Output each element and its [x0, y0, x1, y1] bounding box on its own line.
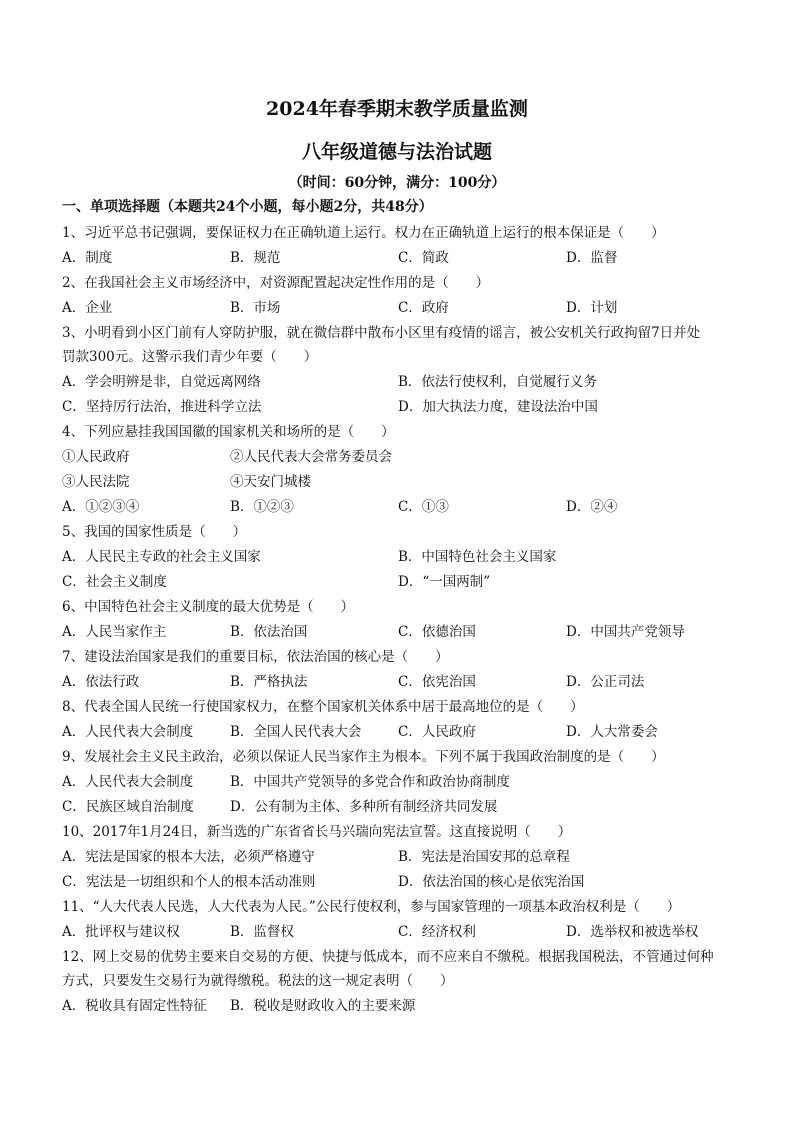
option-b: B．依法行使权利，自觉履行义务 [398, 374, 597, 390]
option-c: C．经济权利 [398, 924, 476, 940]
option-d: D．公正司法 [566, 674, 645, 690]
option-a: A．税收具有固定性特征 [62, 998, 207, 1014]
item-2: ②人民代表大会常务委员会 [230, 449, 392, 465]
item-1: ①人民政府 [62, 449, 130, 465]
question-stem: 8、代表全国人民统一行使国家权力，在整个国家机关体系中居于最高地位的是（ ） [62, 699, 584, 715]
exam-title: 2024年春季期末教学质量监测 [266, 98, 528, 120]
options-row [62, 720, 742, 745]
items-row [62, 445, 742, 470]
option-a: A．学会明辨是非，自觉远离网络 [62, 374, 261, 390]
question-stem: 10、2017年1月24日，新当选的广东省省长马兴瑞向宪法宣誓。这直接说明（ ） [62, 824, 572, 840]
option-d: D．监督 [566, 250, 618, 266]
options-row [62, 296, 742, 321]
exam-meta: （时间：60分钟，满分：100分） [288, 175, 506, 191]
options-row [62, 395, 742, 420]
question-stem: 9、发展社会主义民主政治，必须以保证人民当家作主为根本。下列不属于我国政治制度的是（ ） [62, 749, 665, 765]
option-a: A．人民当家作主 [62, 624, 167, 640]
options-row [62, 495, 742, 520]
option-c: C．简政 [398, 250, 449, 266]
question-stem-cont: 方式，只要发生交易行为就得缴税。税法的这一规定表明（ ） [62, 973, 454, 989]
option-c: C．①③ [398, 499, 449, 515]
option-b: B．严格执法 [230, 674, 308, 690]
option-c: C．宪法是一切组织和个人的根本活动准则 [62, 874, 316, 890]
options-row [62, 545, 742, 570]
option-d: D．加大执法力度，建设法治中国 [398, 399, 598, 415]
question-stem: 5、我国的国家性质是（ ） [62, 524, 247, 540]
option-a: A．人民代表大会制度 [62, 774, 194, 790]
option-a: A．企业 [62, 300, 113, 316]
question-stem: 1、习近平总书记强调，要保证权力在正确轨道上运行。权力在正确轨道上运行的根本保证是（ ） [62, 225, 665, 241]
option-b: B．全国人民代表大会 [230, 724, 362, 740]
section-heading: 一、单项选择题（本题共24个小题，每小题2分，共48分） [62, 199, 433, 215]
options-row [62, 670, 742, 695]
option-d: D．②④ [566, 499, 618, 515]
question-stem: 4、下列应悬挂我国国徽的国家机关和场所的是（ ） [62, 424, 395, 440]
option-b: B．税收是财政收入的主要来源 [230, 998, 416, 1014]
option-b: B．中国特色社会主义国家 [398, 549, 557, 565]
question-stem: 7、建设法治国家是我们的重要目标，依法治国的核心是（ ） [62, 649, 449, 665]
question-stem: 3、小明看到小区门前有人穿防护服，就在微信群中散布小区里有疫情的谣言，被公安机关行政拘留7日并处 [62, 325, 701, 341]
question-stem: 11、“人大代表人民选，人大代表为人民。”公民行使权利，参与国家管理的一项基本政治权利是（ ） [62, 899, 681, 915]
option-d: D．选举权和被选举权 [566, 924, 699, 940]
option-a: A．人民代表大会制度 [62, 724, 194, 740]
options-row [62, 770, 742, 795]
option-a: A．批评权与建议权 [62, 924, 180, 940]
question-stem-cont: 罚款300元。这警示我们青少年要（ ） [62, 349, 318, 365]
item-4: ④天安门城楼 [230, 474, 311, 490]
option-a: A．人民民主专政的社会主义国家 [62, 549, 261, 565]
options-row [62, 845, 742, 870]
option-b: B．依法治国 [230, 624, 308, 640]
question-stem: 2、在我国社会主义市场经济中，对资源配置起决定性作用的是（ ） [62, 275, 490, 291]
option-c: C．民族区域自治制度 [62, 799, 194, 815]
option-c: C．依德治国 [398, 624, 476, 640]
option-c: C．政府 [398, 300, 449, 316]
exam-subject: 八年级道德与法治试题 [301, 141, 492, 163]
option-b: B．中国共产党领导的多党合作和政治协商制度 [230, 774, 510, 790]
options-row [62, 920, 742, 945]
option-d: D．计划 [566, 300, 618, 316]
options-row [62, 620, 742, 645]
item-3: ③人民法院 [62, 474, 130, 490]
option-d: D．人大常委会 [566, 724, 658, 740]
question-stem: 6、中国特色社会主义制度的最大优势是（ ） [62, 599, 355, 615]
option-d: D．中国共产党领导 [566, 624, 685, 640]
option-a: A．①②③④ [62, 499, 140, 515]
option-b: B．市场 [230, 300, 281, 316]
options-row [62, 870, 742, 895]
option-d: D．公有制为主体、多种所有制经济共同发展 [230, 799, 498, 815]
option-c: C．人民政府 [398, 724, 476, 740]
options-row [62, 570, 742, 595]
question-stem: 12、网上交易的优势主要来自交易的方便、快捷与低成本，而不应来自不缴税。根据我国税法，不管通过何种 [62, 949, 714, 965]
option-d: D．“一国两制” [398, 574, 491, 590]
options-row [62, 370, 742, 395]
option-b: B．监督权 [230, 924, 294, 940]
items-row [62, 470, 742, 495]
option-a: A．制度 [62, 250, 113, 266]
options-row [62, 795, 742, 820]
options-row [62, 994, 742, 1019]
option-a: A．依法行政 [62, 674, 140, 690]
option-b: B．宪法是治国安邦的总章程 [398, 849, 570, 865]
option-a: A．宪法是国家的根本大法，必须严格遵守 [62, 849, 315, 865]
option-c: C．坚持厉行法治，推进科学立法 [62, 399, 262, 415]
options-row [62, 246, 742, 271]
option-c: C．社会主义制度 [62, 574, 167, 590]
option-b: B．①②③ [230, 499, 294, 515]
option-b: B．规范 [230, 250, 281, 266]
option-c: C．依宪治国 [398, 674, 476, 690]
option-d: D．依法治国的核心是依宪治国 [398, 874, 585, 890]
